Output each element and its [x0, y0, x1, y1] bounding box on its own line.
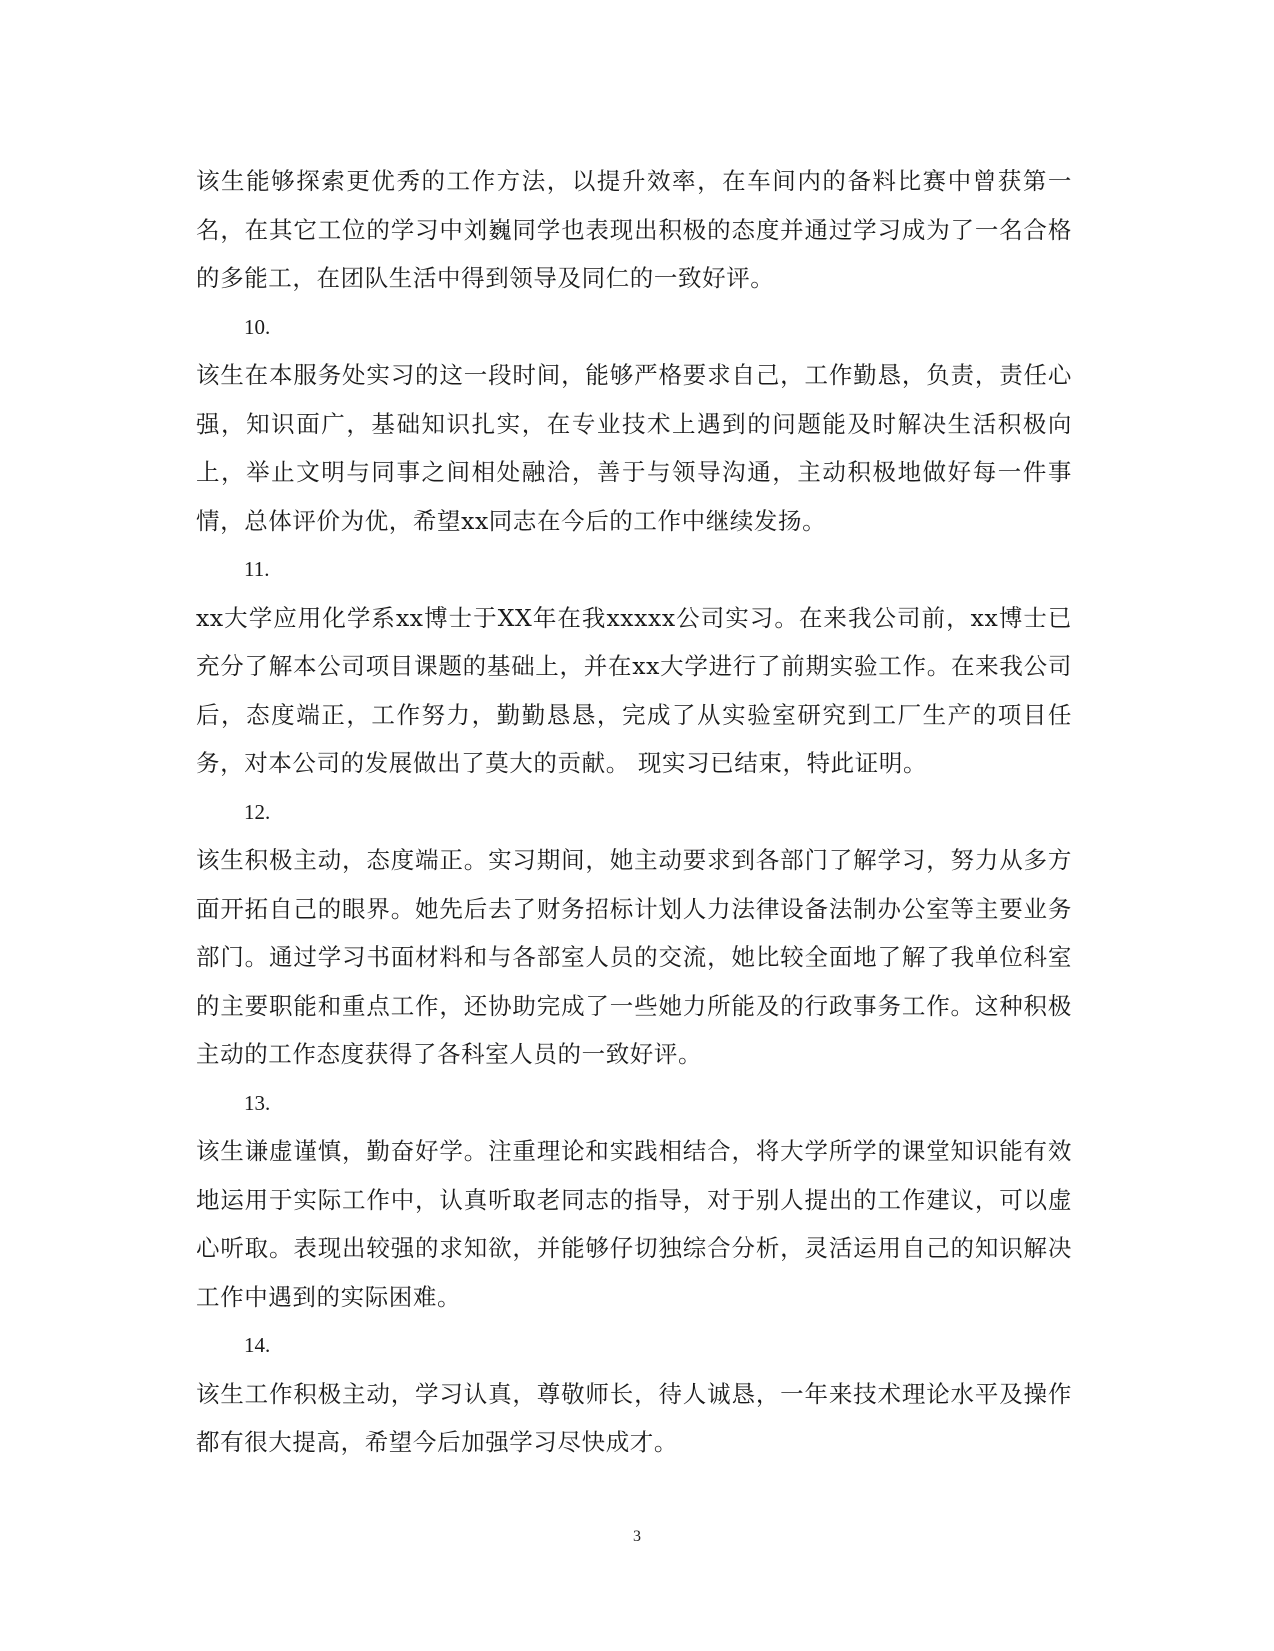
paragraph-14-body: 该生工作积极主动，学习认真，尊敬师长，待人诚恳，一年来技术理论水平及操作都有很大提高，希望今后加强学习尽快成才。 — [196, 1379, 1072, 1456]
item-number-13: 13. — [244, 1090, 271, 1115]
item-number-12: 12. — [244, 799, 271, 824]
paragraph-9-body: 该生能够探索更优秀的工作方法，以提升效率，在车间内的备料比赛中曾获第一名，在其它工位的学习中刘巍同学也表现出积极的态度并通过学习成为了一名合格的多能工，在团队生活中得到领导及同仁的一致好评。 — [196, 167, 1072, 292]
document-body — [196, 157, 1072, 1467]
paragraph-11-body: xx大学应用化学系xx博士于XX年在我xxxxx公司实习。在来我公司前，xx博士已充分了解本公司项目课题的基础上，并在xx大学进行了前期实验工作。在来我公司后，态度端正，工作努力，勤勤恳恳，完成了从实验室研究到工厂生产的项目任务，对本公司的发展做出了莫大的贡献。 现实习已结束，特此证明。 — [196, 603, 1072, 777]
item-number-14: 14. — [244, 1333, 271, 1357]
page-number: 3 — [633, 1528, 641, 1545]
paragraph-10-body: 该生在本服务处实习的这一段时间，能够严格要求自己，工作勤恳，负责，责任心强，知识面广，基础知识扎实，在专业技术上遇到的问题能及时解决生活积极向上，举止文明与同事之间相处融洽，善于与领导沟通，主动积极地做好每一件事情，总体评价为优，希望xx同志在今后的工作中继续发扬。 — [196, 361, 1072, 535]
paragraph-13-body: 该生谦虚谨慎，勤奋好学。注重理论和实践相结合，将大学所学的课堂知识能有效地运用于实际工作中，认真听取老同志的指导，对于别人提出的工作建议，可以虚心听取。表现出较强的求知欲，并能够仔切独综合分析，灵活运用自己的知识解决工作中遇到的实际困难。 — [196, 1137, 1072, 1311]
item-number-11: 11. — [244, 557, 270, 581]
item-number-10: 10. — [244, 314, 271, 339]
paragraph-12-body: 该生积极主动，态度端正。实习期间，她主动要求到各部门了解学习，努力从多方面开拓自己的眼界。她先后去了财务招标计划人力法律设备法制办公室等主要业务部门。通过学习书面材料和与各部室人员的交流，她比较全面地了解了我单位科室的主要职能和重点工作，还协助完成了一些她力所能及的行政事务工作。这种积极主动的工作态度获得了各科室人员的一致好评。 — [196, 846, 1072, 1068]
